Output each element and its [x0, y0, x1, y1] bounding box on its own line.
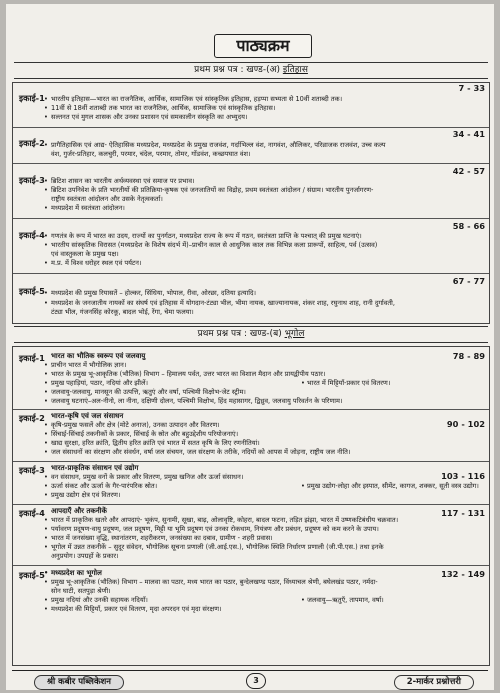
topic-line: • प्रागैतिहासिक एवं आद्य- ऐतिहासिक मध्यप्रदेश, मध्यप्रदेश के प्रमुख राजवंश, गर्दाभिल्ल वंश, नागवंश, औलिकर, परिव्राजक राजवंश, उच्च कल्प	[44, 141, 386, 149]
page-range: 78 - 89	[452, 351, 485, 361]
unit-title: भारत-कृषि एवं जल संसाधन	[51, 412, 124, 420]
section-header-history: प्रथम प्रश्न पत्र : खण्ड-(अ) इतिहास	[14, 62, 488, 79]
topic-line: • प्रमुख भू-आकृतिक (भौतिक) विभाग – मालवा का पठार, मध्य भारत का पठार, बुन्देलखण्ड पठार, विंध्याचल श्रेणी, बघेलखंड पठार, नर्मदा-	[44, 578, 378, 586]
page-range: 132 - 149	[441, 569, 485, 579]
unit-label: इकाई-2	[19, 413, 45, 423]
unit-label: इकाई-4	[19, 508, 45, 518]
topic-line: सोन घाटी, सतपुड़ा श्रेणी।	[51, 587, 111, 595]
page-range: 34 - 41	[452, 129, 485, 139]
geography-section	[12, 346, 490, 666]
page-range: 67 - 77	[452, 276, 485, 286]
topic-line: • मध्यप्रदेश के जनजातीय नायकों का संघर्ष एवं इतिहास में योगदान-टंट्या भील, भीमा नायक, खाज्यानायक, शंकर शाह, रघुनाथ शाह, रानी दुर्गावती,	[44, 299, 395, 307]
unit-label: इकाई-5	[19, 286, 45, 296]
topic-line: राष्ट्रीय स्वतंत्रता आंदोलन और उसके नेतृत्वकर्ता।	[51, 195, 163, 203]
unit-label: इकाई-1	[19, 93, 45, 103]
divider	[13, 218, 489, 219]
unit-label: इकाई-3	[19, 465, 45, 475]
topic-line: वंश, गुर्जर-प्रतिहार, कलचुरी, परमार, चंदेल, परमार, तोमर, गोंडवंश, कच्छपघात वंश।	[51, 150, 251, 158]
unit-label: इकाई-3	[19, 175, 45, 185]
topic-line: • जल संसाधनों का संरक्षण और संवर्धन, वर्षा जल संचयन, जल संरक्षण के तरीके, नदियों को आपस में जोड़ना, राष्ट्रीय जल नीति।	[44, 448, 351, 456]
topic-line: • जलवायु घटनाएं–अल-नीनो, ला नीना, दक्षिणी दोलन, पश्चिमी विक्षोभ, हिंद महासागर, द्विध्रुव, जलवायु परिवर्तन के परिणाम।	[44, 397, 343, 405]
topic-line: • भारत में जनसंख्या वृद्धि, स्थानांतरण, शहरीकरण, जनसंख्या का दबाव, ग्रामीण - शहरी प्रवास।	[44, 534, 273, 542]
topic-line: • प्रमुख उद्योग क्षेत्र एवं वितरण।	[44, 491, 121, 499]
page-number: 3	[246, 673, 266, 689]
topic-line: • भारत के प्रमुख भू-आकृतिक (भौतिक) विभाग – हिमालय पर्वत, उत्तर भारत का विशाल मैदान और प्रायद्वीपीय पठार।	[44, 370, 326, 378]
topic-line: • गणतंत्र के रूप में भारत का उदय, राज्यों का पुनर्गठन, मध्यप्रदेश राज्य के रूप में गठन, स्वतंत्रता प्राप्ति के पश्चात् की प्रमुख घटनाएं।	[44, 232, 362, 240]
unit-label: इकाई-2	[19, 138, 45, 148]
page-range: 7 - 33	[458, 83, 485, 93]
page-range: 42 - 57	[452, 166, 485, 176]
page-range: 58 - 66	[452, 221, 485, 231]
page-range: 103 - 116	[441, 471, 485, 481]
publisher-name: श्री कबीर पब्लिकेशन	[34, 675, 124, 690]
topic-line: • 11वीं से 18वीं शताब्दी तक भारत का राजनैतिक, आर्थिक, सामाजिक एवं सांस्कृतिक इतिहास।	[44, 104, 276, 112]
topic-line: • भारत में प्राकृतिक खतरे और आपदाएं- भूकंप, सुनामी, सूखा, बाढ़, ओलावृष्टि, कोहरा, बादल फटना, तड़ित झंझा, भारत में उष्णकटिबंधीय चक्रवात।	[44, 516, 399, 524]
page-footer	[12, 670, 488, 689]
divider	[13, 163, 489, 164]
topic-line: • प्रमुख नदियां और उनकी सहायक नदियाँ। • जलवायु—ऋतुएँ, तापमान, वर्षा।	[44, 596, 384, 604]
topic-line: • म.प्र. में विश्व धरोहर स्थल एवं पर्यटन।	[44, 259, 142, 267]
divider	[13, 409, 489, 410]
series-name: 2-मार्कर प्रश्नोत्तरी	[394, 675, 474, 690]
unit-title: भारत-प्राकृतिक संसाधन एवं उद्योग	[51, 464, 139, 472]
topic-line: • प्राचीन भारत में भौगोलिक ज्ञान।	[44, 361, 127, 369]
unit-title: भारत का भौतिक स्वरूप एवं जलवायु	[51, 352, 146, 360]
unit-title: आपदाएँ और तकनीकें	[51, 507, 107, 515]
topic-line: • ऊर्जा संकट और ऊर्जा के गैर-पारंपरिक स्रोत। • प्रमुख उद्योग-लोहा और इस्पात, सीमेंट, कागज, शक्कर, सूती वस्त्र उद्योग।	[44, 482, 479, 490]
topic-line: • मध्यप्रदेश में स्वतंत्रता आंदोलन।	[44, 204, 125, 212]
divider	[13, 273, 489, 274]
topic-line: • वन संसाधन, प्रमुख वनों के प्रकार और वितरण, प्रमुख खनिज और ऊर्जा संसाधन।	[44, 473, 244, 481]
topic-line: • खाद्य सुरक्षा, हरित क्रांति, द्वितीय हरित क्रांति एवं भारत में सतत कृषि के लिए रणनीतियां।	[44, 439, 260, 447]
history-section	[12, 82, 490, 324]
page-range: 90 - 102	[446, 419, 485, 429]
topic-line: • पर्यावरण प्रदूषण-वायु प्रदूषण, जल प्रदूषण, मिट्टी या भूमि प्रदूषण एवं उनका रोकथाम, नियंत्रण और प्रबंधन, प्रदूषण को कम करने के उपाय।	[44, 525, 379, 533]
divider	[13, 127, 489, 128]
divider	[13, 461, 489, 462]
page-title: पाठ्यक्रम	[214, 34, 312, 58]
topic-line: • भूगोल में उन्नत तकनीकें – सुदूर संवेदन, भौगोलिक सूचना प्रणाली (जी.आई.एस.), भौगोलिक स्थिति निर्धारण प्रणाली (जी.पी.एस.) तथा इनके	[44, 543, 384, 551]
topic-line: • मध्यप्रदेश की मिट्टियाँ, प्रकार एवं वितरण, मृदा अपरदन एवं मृदा संरक्षण।	[44, 605, 222, 613]
topic-line: • सल्तनत एवं मुगल शासक और उनका प्रशासन एवं समकालीन संस्कृति का अभ्युदय।	[44, 113, 248, 121]
unit-label: इकाई-1	[19, 353, 45, 363]
syllabus-page	[6, 4, 494, 690]
divider	[13, 504, 489, 505]
section-header-geography: प्रथम प्रश्न पत्र : खण्ड-(ब) भूगोल	[14, 326, 488, 343]
topic-line: • मध्यप्रदेश की प्रमुख रियासतें – होल्कर, सिंधिया, भोपाल, रीवा, ओरछा, दतिया इत्यादि।	[44, 289, 256, 297]
topic-line: टंट्या भील, गंजनसिंह कोरकू, बादल भोई, रेंगा, चेमा फलया।	[51, 308, 194, 316]
unit-label: इकाई-5	[19, 570, 45, 580]
topic-line: • जलवायु-जलवायु, मानसून की उत्पत्ति, ऋतुएं और वर्षा, पश्चिमी विक्षोभ-जेट स्ट्रीम।	[44, 388, 246, 396]
topic-line: • मध्यप्रदेश का भूगोल	[44, 569, 102, 577]
topic-line: • प्रमुख पहाड़ियां, पठार, नदियां और झीलें। • भारत में मिट्टियाँ-प्रकार एवं वितरण।	[44, 379, 391, 387]
topic-line: • भारतीय सांस्कृतिक विरासत (मध्यप्रदेश के विशेष संदर्भ में)–प्राचीन काल से आधुनिक काल तक विभिन्न कला प्रारूपों, साहित्य, पर्व (उत्सव)	[44, 241, 378, 249]
page-range: 117 - 131	[441, 508, 485, 518]
unit-label: इकाई-4	[19, 230, 45, 240]
topic-line: • ब्रिटिश उपनिवेश के प्रति भारतीयों की प्रतिक्रिया-कृषक एवं जनजातियों का विद्रोह, प्रथम स्वतंत्रता आंदोलन / संग्राम। भारतीय पुनर्जागरण-	[44, 186, 374, 194]
topic-line: • कृषि-प्रमुख फसलें और क्षेत्र (मोटे अनाज), उनका उत्पादन और वितरण।	[44, 421, 220, 429]
topic-line: अनुप्रयोग। उपग्रहों के प्रकार।	[51, 552, 119, 560]
divider	[13, 565, 489, 566]
topic-line: • भारतीय इतिहास—भारत का राजनैतिक, आर्थिक, सामाजिक एवं सांस्कृतिक इतिहास, हड़प्पा सभ्यता से 10वीं शताब्दी तक।	[44, 95, 343, 103]
topic-line: • ब्रिटिश शासन का भारतीय अर्थव्यवस्था एवं समाज पर प्रभाव।	[44, 177, 195, 185]
topic-line: एवं वास्तुकला के प्रमुख पक्ष।	[51, 250, 119, 258]
topic-line: • सिंचाई-सिंचाई तकनीकों के प्रकार, सिंचाई के स्रोत और बहुउद्देशीय परियोजनाएं।	[44, 430, 239, 438]
